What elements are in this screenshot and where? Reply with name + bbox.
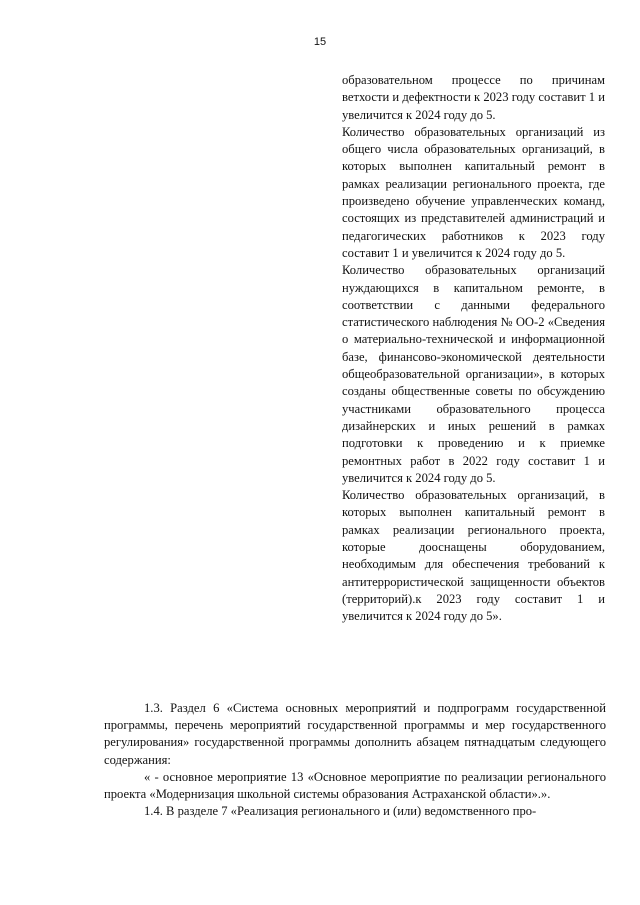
quoted-insertion: « - основное мероприятие 13 «Основное мероприятие по реализации регионального проекта «Модернизация школьной системы образования Астраханской области».». bbox=[104, 769, 606, 802]
right-column-text bbox=[342, 72, 605, 626]
item-1-4: 1.4. В разделе 7 «Реализация регионального и (или) ведомственного про- bbox=[144, 804, 537, 819]
paragraph-continuation: образовательном процессе по причинам ветхости и дефектности к 2023 году составит 1 и увеличится к 2024 году до 5. bbox=[342, 73, 605, 122]
paragraph-management-teams: Количество образовательных организаций из общего числа образовательных организаций, в которых выполнен капитальный ремонт в рамках реализации регионального проекта, где произведено обучение управленческих команд, состоящих из представителей администраций и педагогических работников к 2023 году составит 1 и увеличится к 2024 году до 5. bbox=[342, 124, 605, 260]
item-1-3: 1.3. Раздел 6 «Система основных мероприятий и подпрограмм государственной программы, перечень мероприятий государственной программы и мер государственного регулирования» государственной программы дополнить абзацем пятнадцатым следующего содержания: bbox=[104, 701, 606, 767]
paragraph-public-councils: Количество образовательных организаций нуждающихся в капитальном ремонте, в соответствии с данными федерального статистического наблюдения № ОО-2 «Сведения о материально-технической и информационной базе, финансово-экономической деятельности общеобразовательной организации», в которых созданы общественные советы по обсуждению участниками образовательного процесса дизайнерских и иных решений в рамках подготовки к проведению и к приемке ремонтных работ в 2022 году составит 1 и увеличится к 2024 году до 5. bbox=[342, 263, 605, 485]
paragraph-antiterrorism: Количество образовательных организаций, в которых выполнен капитальный ремонт в рамках реализации регионального проекта, которые дооснащены оборудованием, необходимым для обеспечения требований к антитеррористической защищенности объектов (территорий).к 2023 году составит 1 и увеличится к 2024 году до 5». bbox=[342, 488, 605, 624]
main-text bbox=[104, 700, 606, 820]
page-number: 15 bbox=[313, 36, 327, 48]
